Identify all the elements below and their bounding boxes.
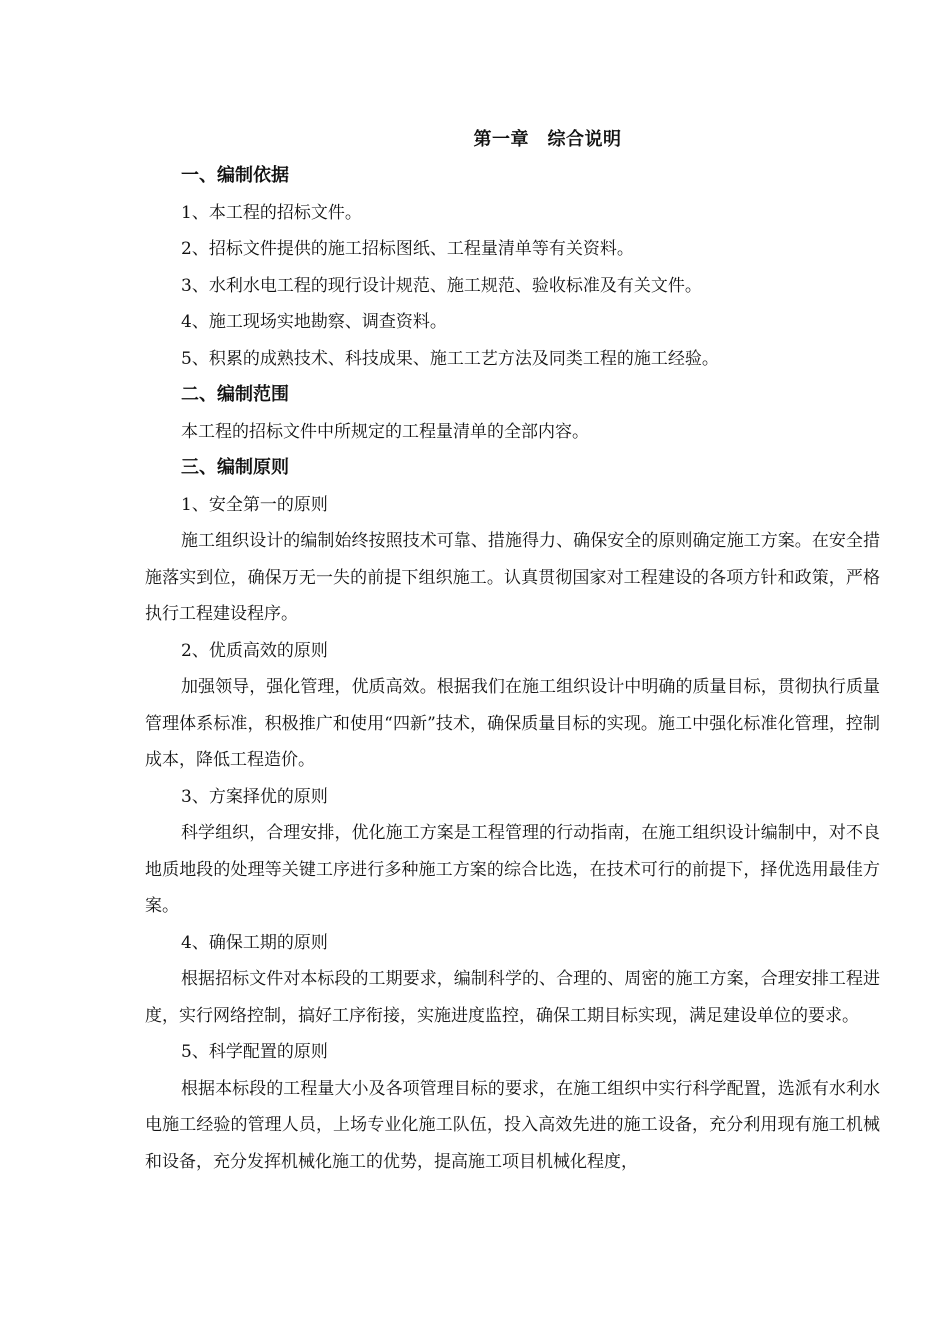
principle-text-configuration: 根据本标段的工程量大小及各项管理目标的要求，在施工组织中实行科学配置，选派有水利水电施工经验的管理人员，上场专业化施工队伍，投入高效先进的施工设备，充分利用现有施工机械和设备，充分发挥机械化施工的优势，提高施工项目机械化程度， (145, 1078, 880, 1172)
principle-title-configuration: 5、科学配置的原则 (181, 1042, 328, 1062)
principle-title-quality: 2、优质高效的原则 (181, 640, 328, 661)
principle-text-safety: 施工组织设计的编制始终按照技术可靠、措施得力、确保安全的原则确定施工方案。在安全措施落实到位，确保万无一失的前提下组织施工。认真贯彻国家对工程建设的各项方针和政策，严格执行工程建设程序。 (145, 531, 880, 624)
chapter-title: 第一章 综合说明 (473, 129, 622, 150)
section-heading-basis: 一、编制依据 (181, 165, 289, 186)
scope-text: 本工程的招标文件中所规定的工程量清单的全部内容。 (181, 421, 589, 442)
document-body (145, 122, 880, 1180)
principle-title-optimization: 3、方案择优的原则 (181, 786, 328, 807)
principle-text-optimization: 科学组织，合理安排，优化施工方案是工程管理的行动指南，在施工组织设计编制中，对不良地质地段的处理等关键工序进行多种施工方案的综合比选，在技术可行的前提下，择优选用最佳方案。 (145, 823, 880, 916)
basis-item: 5、积累的成熟技术、科技成果、施工工艺方法及同类工程的施工经验。 (181, 348, 719, 369)
principle-title-safety: 1、安全第一的原则 (181, 494, 328, 515)
basis-item: 3、水利水电工程的现行设计规范、施工规范、验收标准及有关文件。 (181, 275, 702, 296)
principle-text-quality: 加强领导，强化管理，优质高效。根据我们在施工组织设计中明确的质量目标，贯彻执行质量管理体系标准，积极推广和使用“四新”技术，确保质量目标的实现。施工中强化标准化管理，控制成本，降低工程造价。 (145, 677, 880, 770)
principle-title-schedule: 4、确保工期的原则 (181, 932, 328, 953)
basis-item: 4、施工现场实地勘察、调查资料。 (181, 312, 447, 332)
section-heading-scope: 二、编制范围 (181, 384, 289, 405)
section-heading-principles: 三、编制原则 (181, 457, 289, 478)
basis-item: 1、本工程的招标文件。 (181, 202, 362, 223)
basis-item: 2、招标文件提供的施工招标图纸、工程量清单等有关资料。 (181, 239, 634, 259)
principle-text-schedule: 根据招标文件对本标段的工期要求，编制科学的、合理的、周密的施工方案，合理安排工程进度，实行网络控制，搞好工序衔接，实施进度监控，确保工期目标实现，满足建设单位的要求。 (145, 969, 880, 1026)
